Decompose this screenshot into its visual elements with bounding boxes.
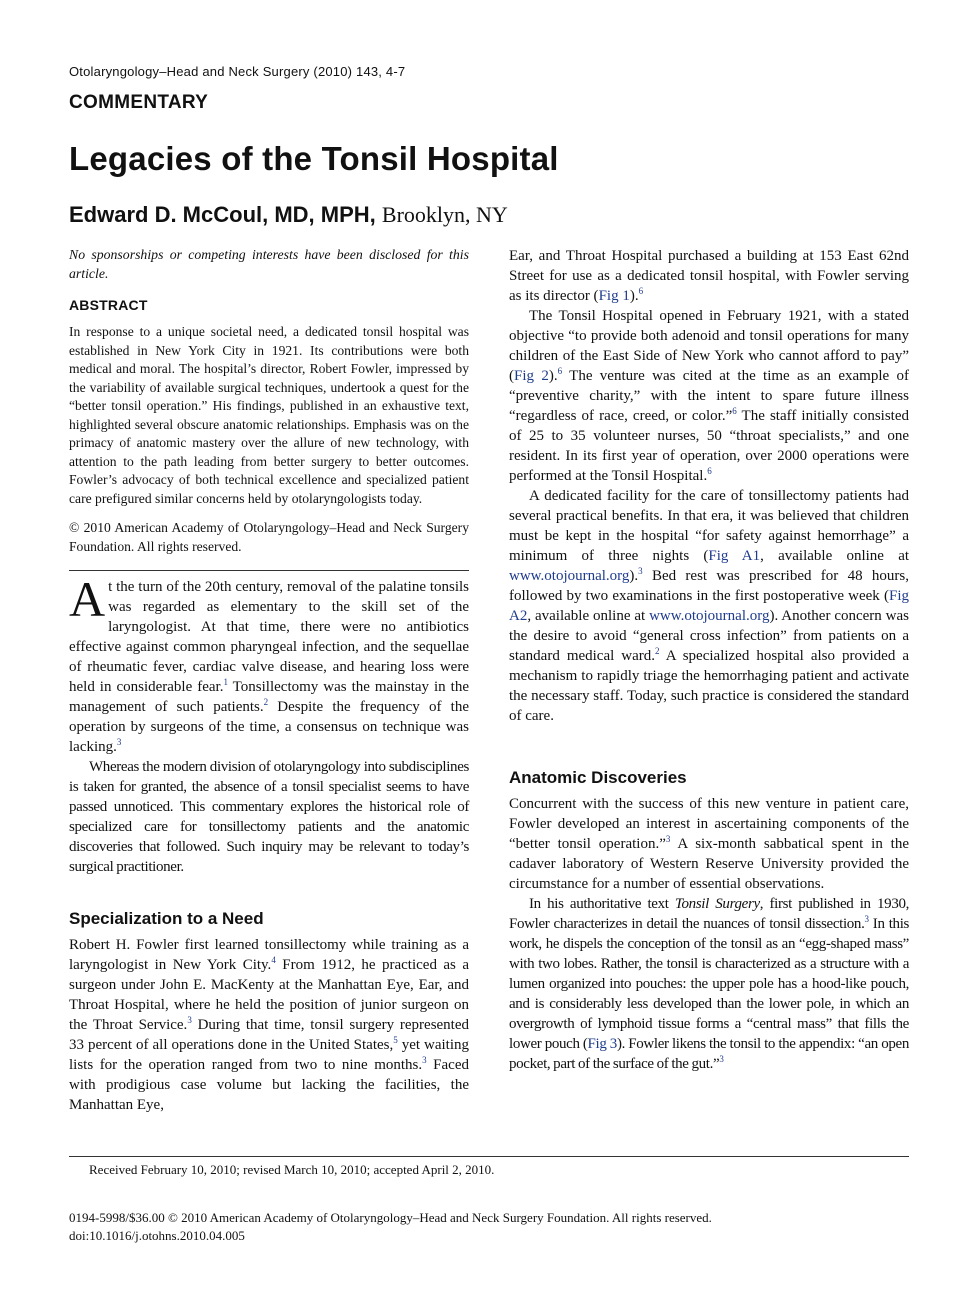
abstract-text: In response to a unique societal need, a dedicated tonsil hospital was established in New York City in 1921. Its contributions were both medical and moral. The hospital’s director, Robert Fowler, impressed by the variability of available surgical techniques, undertook a quest for the “better tonsil operation.” His findings, published in an exhaustive text, highlighted several obscure anatomic relationships. Emphasis was on the primacy of anatomic mastery over the allure of new technology, with attention to the path leading from better surgery to better outcomes. Fowler’s advocacy of both technical excellence and specialized patient care prefigured similar concerns held by otolaryngologists today. — [69, 324, 469, 506]
text-run: The staff initially consisted of 25 to 35 volunteer nurses, 50 “throat specialists,” and one resident. In its first year of operation, over 2000 operations were performed at the Tonsil Hospital. — [509, 408, 910, 484]
section-label: COMMENTARY — [69, 92, 209, 113]
doi[interactable]: doi:10.1016/j.otohns.2010.04.005 — [69, 1228, 245, 1243]
reference-marker[interactable]: 2 — [655, 646, 660, 656]
figure-link[interactable]: Fig A1 — [708, 548, 761, 564]
text-run: Robert H. Fowler first learned tonsillectomy while training as a laryngologist in New York City. — [69, 937, 469, 973]
received-dates: Received February 10, 2010; revised March 10, 2010; accepted April 2, 2010. — [89, 1162, 495, 1177]
author-location: Brooklyn, NY — [381, 202, 508, 227]
text-run: ). Fowler likens the tonsil to the appendix: “an open pocket, part of the surface of the gut.” — [509, 1036, 909, 1072]
text-run: In this work, he dispels the conception of the tonsil as an “egg-shaped mass” with two lobes. Rather, the tonsil is characterized as a structure with a lumen organized into pouches: the upper pole has a hood-like pouch, and is considerably less developed than the lower pole, in which an overgrowth of lymphoid tissue forms a “central mass” that fills the lower pouch ( — [509, 916, 910, 1052]
text-run: ). — [629, 568, 639, 584]
figure-link[interactable]: Fig 2 — [514, 368, 549, 384]
intro-text-c: Despite the frequency of the operation by surgeons of the time, a consensus on technique was lacking. — [69, 699, 469, 755]
text-run: In his authoritative text — [529, 896, 675, 912]
hospital-paragraph-0 — [509, 246, 909, 306]
reference-marker[interactable]: 3 — [187, 1015, 192, 1025]
text-run: , available online at — [527, 608, 650, 624]
text-run: yet waiting lists for the operation ranged from two to nine months. — [69, 1037, 469, 1073]
reference-marker[interactable]: 4 — [271, 955, 276, 965]
journal-website-link[interactable]: www.otojournal.org — [509, 568, 630, 584]
text-run: , first published in 1930, Fowler characterizes in detail the nuances of tonsil dissection. — [509, 896, 910, 932]
reference-marker[interactable]: 1 — [223, 677, 228, 687]
drop-cap: A — [69, 571, 106, 627]
anatomic-paragraph-2 — [509, 894, 909, 1074]
reference-marker[interactable]: 2 — [263, 697, 269, 707]
byline — [69, 202, 508, 228]
figure-link[interactable]: Fig A2 — [509, 588, 909, 624]
reference-marker[interactable]: 3 — [719, 1054, 724, 1064]
reference-marker[interactable]: 6 — [557, 366, 563, 376]
text-run: Ear, and Throat Hospital purchased a building at 153 East 62nd Street for use as a dedicated tonsil hospital, with Fowler serving as its director ( — [509, 248, 909, 304]
hospital-paragraph-2 — [509, 486, 909, 726]
issn-copyright: 0194-5998/$36.00 © 2010 American Academy of Otolaryngology–Head and Neck Surgery Foundation. All rights reserved. — [69, 1210, 712, 1225]
text-run: ). — [629, 288, 639, 304]
intro-text-b: Tonsillectomy was the mainstay in the management of such patients. — [69, 679, 469, 715]
author-name: Edward D. McCoul, MD, MPH, — [69, 202, 376, 227]
text-run: Concurrent with the success of this new venture in patient care, Fowler developed an interest in ascertaining components of the “better tonsil operation.” — [509, 796, 909, 852]
intro-text-a: t the turn of the 20th century, removal of the palatine tonsils was regarded as elementary to the skill set of the laryngologist. At that time, there were no antibiotics effective against common pharyngeal infection, and the sequellae of rheumatic fever, cardiac valve disease, and hearing loss were held in considerable fear. — [69, 579, 469, 695]
text-run: The venture was cited at the time as an example of “preventive charity,” with the intent to spare future illness “regardless of race, creed, or color.” — [509, 368, 909, 424]
reference-marker[interactable]: 6 — [732, 406, 737, 416]
text-run: A dedicated facility for the care of tonsillectomy patients had several practical benefits. In that era, it was believed that children must be kept in the hospital “for safety against hemorrhage” a minimum of three nights ( — [509, 488, 909, 564]
intro-paragraph-1 — [69, 571, 469, 757]
specialization-paragraph-1 — [69, 935, 469, 1115]
reference-marker[interactable]: 3 — [665, 834, 671, 844]
reference-marker[interactable]: 5 — [393, 1035, 398, 1045]
text-run: ). — [548, 368, 558, 384]
disclosure-note: No sponsorships or competing interests have been disclosed for this article. — [69, 247, 469, 281]
footnote-divider — [69, 1156, 909, 1157]
hospital-paragraph-1 — [509, 306, 909, 486]
text-run: Bed rest was prescribed for 48 hours, followed by two examinations in the first postoperative week ( — [509, 568, 909, 604]
section-heading-specialization: Specialization to a Need — [69, 909, 264, 928]
text-run: ). Another concern was the desire to avoid “general cross infection” from patients on a standard medical ward. — [509, 608, 909, 664]
reference-marker[interactable]: 6 — [638, 286, 644, 296]
reference-marker[interactable]: 3 — [116, 737, 122, 747]
section-heading-anatomic: Anatomic Discoveries — [509, 768, 687, 787]
reference-marker[interactable]: 3 — [422, 1055, 427, 1065]
text-run: Faced with prodigious case volume but lacking the facilities, the Manhattan Eye, — [69, 1057, 469, 1113]
text-run: The Tonsil Hospital opened in February 1921, with a stated objective “to provide both adenoid and tonsil operations for many children of the East Side of New York who cannot afford to pay” ( — [509, 308, 909, 384]
left-column — [69, 246, 469, 1115]
reference-marker[interactable]: 6 — [707, 466, 712, 476]
abstract-copyright: © 2010 American Academy of Otolaryngology–Head and Neck Surgery Foundation. All rights reserved. — [69, 520, 469, 554]
reference-marker[interactable]: 3 — [864, 914, 869, 924]
text-run: A specialized hospital also provided a mechanism to rapidly triage the hemorrhaging patient and activate the necessary staff. Today, such practice is considered the standard of care. — [509, 648, 909, 724]
abstract-heading: ABSTRACT — [69, 297, 148, 313]
anatomic-paragraph-1 — [509, 794, 909, 894]
text-run: From 1912, he practiced as a surgeon under John E. MacKenty at the Manhattan Eye, Ear, and Throat Hospital, where he held the position of junior surgeon on the Throat Service. — [69, 957, 469, 1033]
right-column — [509, 246, 909, 1074]
book-title: Tonsil Surgery — [674, 896, 760, 912]
article-title: Legacies of the Tonsil Hospital — [69, 140, 559, 177]
text-run: , available online at — [760, 548, 910, 564]
text-run: During that time, tonsil surgery represented 33 percent of all operations done in the United States, — [69, 1017, 470, 1053]
text-run: A six-month sabbatical spent in the cadaver laboratory of Western Reserve University provided the circumstance for a number of essential observations. — [509, 836, 910, 892]
journal-citation: Otolaryngology–Head and Neck Surgery (2010) 143, 4-7 — [69, 64, 406, 79]
abstract-divider — [69, 570, 469, 571]
journal-website-link[interactable]: www.otojournal.org — [649, 608, 770, 624]
figure-link[interactable]: Fig 1 — [598, 288, 630, 304]
figure-link[interactable]: Fig 3 — [587, 1036, 617, 1052]
intro-paragraph-2: Whereas the modern division of otolaryngology into subdisciplines is taken for granted, the absence of a tonsil specialist seems to have passed unnoticed. This commentary explores the historical role of specialized care for tonsillectomy patients and the anatomic discoveries that followed. Such inquiry may be relevant to today’s surgical practitioner. — [69, 759, 469, 875]
reference-marker[interactable]: 3 — [638, 566, 643, 576]
